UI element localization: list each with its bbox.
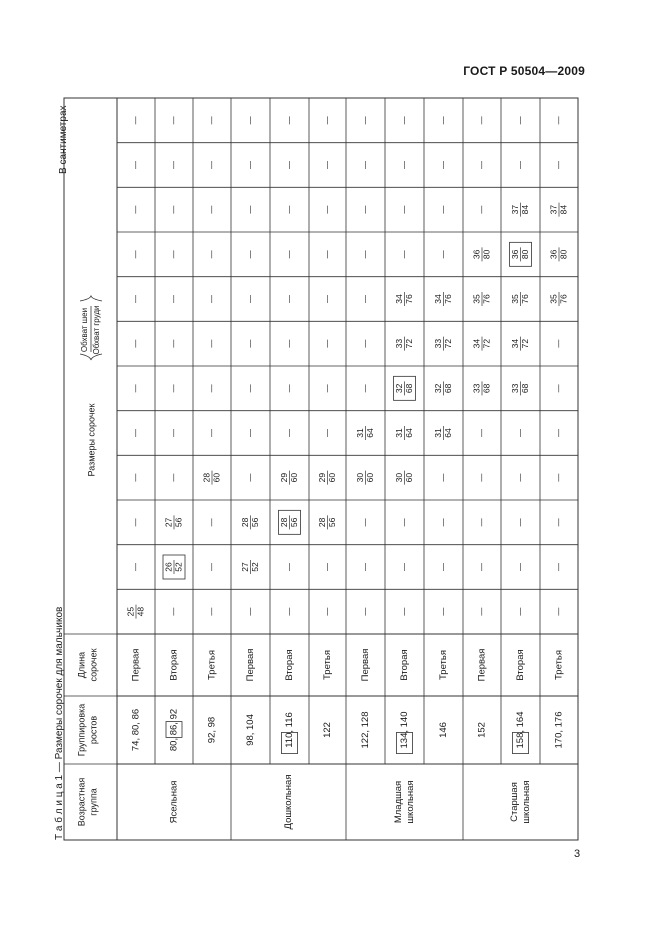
age-group-label: Ясельная: [168, 780, 180, 824]
size-chest-girth: 76: [519, 294, 530, 304]
size-chest-girth: 68: [481, 383, 492, 394]
size-neck-girth: 35: [471, 294, 482, 304]
shirt-length: Вторая: [399, 649, 411, 681]
empty-cell-dash: —: [245, 161, 255, 169]
empty-cell-dash: —: [284, 339, 294, 348]
size-neck-girth: 31: [393, 428, 404, 438]
shirt-length: Вторая: [284, 649, 296, 681]
size-chest-girth: 68: [403, 383, 414, 394]
height-group: 158, 164: [515, 711, 527, 749]
empty-cell-dash: —: [438, 607, 448, 616]
size-chest-girth: 52: [249, 562, 260, 572]
shirt-length: Первая: [360, 648, 372, 682]
size-neck-girth: 37: [548, 204, 559, 215]
empty-cell-dash: —: [207, 116, 217, 125]
empty-cell-dash: —: [284, 116, 294, 125]
header-length: сорочек: [88, 648, 99, 682]
size-chest-girth: 72: [403, 338, 414, 349]
empty-cell-dash: —: [284, 205, 294, 214]
empty-cell-dash: —: [477, 205, 487, 214]
empty-cell-dash: —: [245, 473, 255, 482]
size-chest-girth: 56: [249, 517, 260, 528]
header-length: Длина: [76, 651, 87, 679]
empty-cell-dash: —: [245, 607, 255, 616]
empty-cell-dash: —: [438, 116, 448, 125]
empty-cell-dash: —: [207, 205, 217, 214]
empty-cell-dash: —: [131, 429, 141, 437]
size-chest-girth: 60: [364, 472, 375, 483]
size-neck-girth: 30: [393, 472, 404, 483]
empty-cell-dash: —: [131, 384, 141, 393]
size-neck-girth: 34: [471, 338, 482, 349]
size-neck-girth: 30: [354, 472, 365, 483]
size-neck-girth: 36: [509, 249, 520, 260]
header-height-group: Группировка: [76, 703, 87, 757]
empty-cell-dash: —: [284, 429, 294, 437]
size-neck-girth: 29: [278, 472, 289, 483]
size-chest-girth: 64: [403, 428, 414, 438]
size-neck-girth: 34: [509, 338, 520, 349]
size-neck-girth: 27: [239, 562, 250, 572]
shirt-length: Вторая: [515, 649, 527, 681]
age-group-label: Младшая: [393, 780, 405, 824]
size-chest-girth: 60: [403, 472, 414, 483]
size-neck-girth: 34: [432, 294, 443, 304]
age-group-label: школьная: [521, 780, 533, 824]
empty-cell-dash: —: [322, 250, 332, 259]
empty-cell-dash: —: [169, 295, 179, 303]
empty-cell-dash: —: [284, 161, 294, 169]
empty-cell-dash: —: [477, 518, 487, 527]
empty-cell-dash: —: [554, 473, 564, 482]
empty-cell-dash: —: [131, 250, 141, 259]
empty-cell-dash: —: [207, 295, 217, 303]
shirt-length: Первая: [130, 648, 142, 682]
empty-cell-dash: —: [207, 607, 217, 616]
empty-cell-dash: —: [399, 563, 409, 571]
empty-cell-dash: —: [207, 429, 217, 437]
empty-cell-dash: —: [438, 161, 448, 169]
size-neck-girth: 32: [393, 383, 404, 394]
size-neck-girth: 33: [509, 383, 520, 394]
empty-cell-dash: —: [131, 518, 141, 527]
size-neck-girth: 28: [316, 517, 327, 528]
empty-cell-dash: —: [322, 205, 332, 214]
size-chest-girth: 84: [519, 204, 530, 215]
empty-cell-dash: —: [207, 518, 217, 527]
empty-cell-dash: —: [207, 161, 217, 169]
empty-cell-dash: —: [245, 384, 255, 393]
shirt-length: Вторая: [168, 649, 180, 681]
shirt-length: Первая: [245, 648, 257, 682]
height-group: 152: [476, 722, 488, 738]
empty-cell-dash: —: [245, 116, 255, 125]
empty-cell-dash: —: [131, 473, 141, 482]
size-chest-girth: 72: [481, 338, 492, 349]
size-chest-girth: 72: [519, 338, 530, 349]
size-chest-girth: 72: [442, 338, 453, 349]
size-neck-girth: 33: [393, 338, 404, 349]
size-chest-girth: 48: [135, 606, 146, 617]
size-chest-girth: 76: [558, 294, 569, 304]
empty-cell-dash: —: [245, 429, 255, 437]
size-neck-girth: 28: [201, 472, 212, 483]
empty-cell-dash: —: [360, 563, 370, 571]
empty-cell-dash: —: [284, 250, 294, 259]
empty-cell-dash: —: [131, 205, 141, 214]
empty-cell-dash: —: [169, 250, 179, 259]
empty-cell-dash: —: [438, 518, 448, 527]
size-chest-girth: 64: [364, 428, 375, 438]
empty-cell-dash: —: [131, 295, 141, 303]
empty-cell-dash: —: [131, 339, 141, 348]
size-neck-girth: 36: [548, 249, 559, 260]
empty-cell-dash: —: [360, 295, 370, 303]
size-neck-girth: 28: [239, 517, 250, 528]
units-note: В сантиметрах: [58, 105, 69, 174]
shirt-length: Третья: [206, 650, 218, 680]
size-chest-girth: 68: [442, 383, 453, 394]
document-code: ГОСТ Р 50504—2009: [463, 64, 585, 78]
empty-cell-dash: —: [438, 473, 448, 482]
empty-cell-dash: —: [554, 161, 564, 169]
shirt-length: Первая: [476, 648, 488, 682]
age-group-label: Дошкольная: [283, 774, 295, 830]
height-group: 80, 86, 92: [168, 708, 180, 752]
size-neck-girth: 35: [509, 294, 520, 304]
empty-cell-dash: —: [515, 116, 525, 125]
size-chest-girth: 84: [558, 204, 569, 215]
empty-cell-dash: —: [322, 161, 332, 169]
empty-cell-dash: —: [554, 607, 564, 616]
page-number: 3: [574, 848, 581, 860]
empty-cell-dash: —: [360, 161, 370, 169]
empty-cell-dash: —: [477, 607, 487, 616]
size-neck-girth: 35: [548, 294, 559, 304]
empty-cell-dash: —: [399, 518, 409, 527]
empty-cell-dash: —: [477, 161, 487, 169]
empty-cell-dash: —: [399, 250, 409, 259]
size-neck-girth: 29: [316, 472, 327, 483]
empty-cell-dash: —: [169, 116, 179, 125]
size-chest-girth: 76: [481, 294, 492, 304]
height-group: 146: [438, 722, 450, 738]
size-chest-girth: 56: [326, 517, 337, 528]
empty-cell-dash: —: [245, 295, 255, 303]
empty-cell-dash: —: [360, 518, 370, 527]
size-chest-girth: 80: [519, 249, 530, 260]
empty-cell-dash: —: [477, 429, 487, 437]
size-chest-girth: 60: [211, 472, 222, 483]
size-chest-girth: 60: [288, 472, 299, 483]
header-chest-girth: Обхват груди: [92, 305, 102, 355]
empty-cell-dash: —: [169, 429, 179, 437]
height-group: 110, 116: [284, 712, 296, 748]
empty-cell-dash: —: [245, 250, 255, 259]
height-group: 122: [322, 722, 334, 738]
empty-cell-dash: —: [284, 295, 294, 303]
empty-cell-dash: —: [554, 563, 564, 571]
empty-cell-dash: —: [360, 339, 370, 348]
empty-cell-dash: —: [515, 429, 525, 437]
empty-cell-dash: —: [322, 384, 332, 393]
age-group-label: Старшая: [509, 782, 521, 822]
empty-cell-dash: —: [207, 563, 217, 571]
empty-cell-dash: —: [515, 161, 525, 169]
empty-cell-dash: —: [169, 161, 179, 169]
header-age-group: группа: [88, 788, 99, 816]
empty-cell-dash: —: [360, 250, 370, 259]
empty-cell-dash: —: [131, 116, 141, 125]
shirt-length: Третья: [438, 650, 450, 680]
size-chest-girth: 56: [173, 517, 184, 528]
size-neck-girth: 32: [432, 383, 443, 394]
empty-cell-dash: —: [515, 518, 525, 527]
empty-cell-dash: —: [169, 205, 179, 214]
empty-cell-dash: —: [169, 384, 179, 393]
empty-cell-dash: —: [477, 473, 487, 482]
size-neck-girth: 34: [393, 294, 404, 304]
size-neck-girth: 36: [471, 249, 482, 260]
size-neck-girth: 25: [125, 606, 136, 617]
empty-cell-dash: —: [207, 384, 217, 393]
brace-icon: [80, 354, 102, 360]
empty-cell-dash: —: [245, 339, 255, 348]
empty-cell-dash: —: [399, 116, 409, 125]
empty-cell-dash: —: [322, 295, 332, 303]
header-age-group: Возрастная: [76, 777, 87, 827]
size-chest-girth: 68: [519, 383, 530, 394]
size-neck-girth: 37: [509, 204, 520, 215]
height-group: 134, 140: [399, 711, 411, 749]
empty-cell-dash: —: [554, 116, 564, 125]
size-chest-girth: 76: [442, 294, 453, 304]
empty-cell-dash: —: [322, 429, 332, 437]
empty-cell-dash: —: [284, 607, 294, 616]
empty-cell-dash: —: [554, 518, 564, 527]
size-neck-girth: 28: [278, 517, 289, 528]
size-neck-girth: 33: [432, 338, 443, 349]
empty-cell-dash: —: [477, 563, 487, 571]
size-chest-girth: 56: [288, 517, 299, 528]
empty-cell-dash: —: [399, 205, 409, 214]
size-chest-girth: 64: [442, 428, 453, 438]
empty-cell-dash: —: [284, 384, 294, 393]
shirt-length: Третья: [553, 650, 565, 680]
header-neck-girth: Обхват шеи: [80, 307, 90, 353]
size-neck-girth: 31: [354, 428, 365, 438]
header-sizes: Размеры сорочек: [86, 403, 97, 477]
empty-cell-dash: —: [207, 339, 217, 348]
size-neck-girth: 27: [163, 517, 174, 528]
empty-cell-dash: —: [554, 429, 564, 437]
empty-cell-dash: —: [515, 607, 525, 616]
empty-cell-dash: —: [399, 161, 409, 169]
empty-cell-dash: —: [438, 563, 448, 571]
height-group: 74, 80, 86: [130, 708, 142, 752]
empty-cell-dash: —: [322, 563, 332, 571]
size-chest-girth: 80: [558, 249, 569, 260]
size-neck-girth: 31: [432, 428, 443, 438]
size-neck-girth: 33: [471, 383, 482, 394]
empty-cell-dash: —: [131, 161, 141, 169]
empty-cell-dash: —: [477, 116, 487, 125]
size-chest-girth: 76: [403, 294, 414, 304]
empty-cell-dash: —: [169, 607, 179, 616]
empty-cell-dash: —: [554, 339, 564, 348]
empty-cell-dash: —: [322, 607, 332, 616]
age-group-label: школьная: [405, 780, 417, 824]
empty-cell-dash: —: [360, 384, 370, 393]
size-chest-girth: 60: [326, 472, 337, 483]
size-chest-girth: 80: [481, 249, 492, 260]
empty-cell-dash: —: [169, 339, 179, 348]
empty-cell-dash: —: [399, 607, 409, 616]
height-group: 92, 98: [206, 716, 218, 744]
table-caption: Т а б л и ц а 1 — Размеры сорочек для мальчиков: [54, 606, 65, 840]
empty-cell-dash: —: [554, 384, 564, 393]
brace-icon: [80, 296, 102, 301]
height-group: 122, 128: [360, 711, 372, 749]
empty-cell-dash: —: [245, 205, 255, 214]
height-group: 98, 104: [245, 714, 257, 746]
empty-cell-dash: —: [131, 563, 141, 571]
empty-cell-dash: —: [169, 473, 179, 482]
empty-cell-dash: —: [322, 339, 332, 348]
empty-cell-dash: —: [360, 607, 370, 616]
empty-cell-dash: —: [515, 473, 525, 482]
empty-cell-dash: —: [360, 205, 370, 214]
empty-cell-dash: —: [207, 250, 217, 259]
height-group: 170, 176: [553, 711, 565, 749]
empty-cell-dash: —: [438, 250, 448, 259]
shirt-length: Третья: [322, 650, 334, 680]
empty-cell-dash: —: [438, 205, 448, 214]
size-neck-girth: 26: [163, 562, 174, 572]
empty-cell-dash: —: [360, 116, 370, 125]
empty-cell-dash: —: [284, 563, 294, 571]
size-chest-girth: 52: [173, 562, 184, 572]
empty-cell-dash: —: [322, 116, 332, 125]
header-height-group: ростов: [88, 715, 99, 745]
empty-cell-dash: —: [515, 563, 525, 571]
